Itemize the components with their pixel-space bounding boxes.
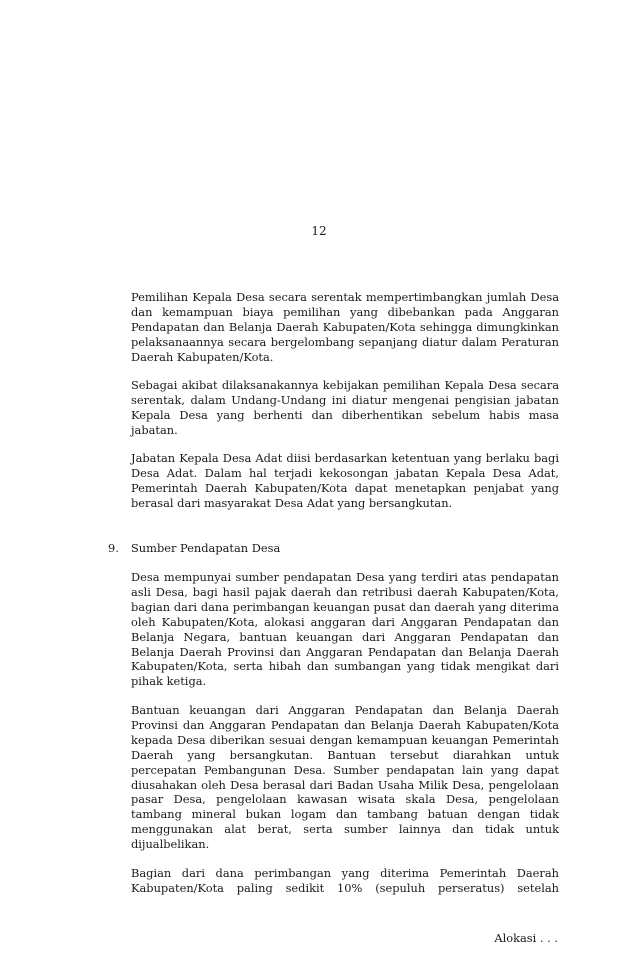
footer-catchword: Alokasi . . .: [494, 931, 558, 945]
paragraph-pemilihan: Pemilihan Kepala Desa secara serentak mempertimbangkan jumlah Desa dan kemampuan biaya pemilihan yang dibebankan pada Anggaran Pendapatan dan Belanja Daerah Kabupaten/Kota sehingga dimungkinkan pelaksanaannya secara bergelombang sepanjang diatur dalam Peraturan Daerah Kabupaten/Kota.: [131, 290, 559, 364]
paragraph-jabatan-adat: Jabatan Kepala Desa Adat diisi berdasarkan ketentuan yang berlaku bagi Desa Adat. Dalam hal terjadi kekosongan jabatan Kepala Desa Adat, Pemerintah Daerah Kabupaten/Kota dapat menetapkan penjabat yang berasal dari masyarakat Desa Adat yang bersangkutan.: [131, 451, 559, 510]
paragraph-bantuan: Bantuan keuangan dari Anggaran Pendapatan dan Belanja Daerah Provinsi dan Anggaran Pendapatan dan Belanja Daerah Kabupaten/Kota kepada Desa diberikan sesuai dengan kemampuan keuangan Pemerintah Daerah yang bersangkutan. Bantuan tersebut diarahkan untuk percepatan Pembangunan Desa. Sumber pendapatan lain yang dapat diusahakan oleh Desa berasal dari Badan Usaha Milik Desa, pengelolaan pasar Desa, pengelolaan kawasan wisata skala Desa, pengelolaan tambang mineral bukan logam dan tambang batuan dengan tidak menggunakan alat berat, serta sumber lainnya dan tidak untuk dijualbelikan.: [131, 703, 559, 852]
section-title: Sumber Pendapatan Desa: [131, 541, 281, 555]
section-number: 9.: [108, 541, 119, 555]
paragraph-sumber: Desa mempunyai sumber pendapatan Desa yang terdiri atas pendapatan asli Desa, bagi hasil pajak daerah dan retribusi daerah Kabupaten/Kota, bagian dari dana perimbangan keuangan pusat dan daerah yang diterima oleh Kabupaten/Kota, alokasi anggaran dari Anggaran Pendapatan dan Belanja Negara, bantuan keuangan dari Anggaran Pendapatan dan Belanja Daerah Provinsi dan Anggaran Pendapatan dan Belanja Daerah Kabupaten/Kota, serta hibah dan sumbangan yang tidak mengikat dari pihak ketiga.: [131, 570, 559, 689]
paragraph-perimbangan: Bagian dari dana perimbangan yang diterima Pemerintah Daerah Kabupaten/Kota paling sedikit 10% (sepuluh perseratus) setelah: [131, 866, 559, 895]
page-number: 12: [311, 224, 327, 238]
section-heading: [108, 541, 280, 556]
paragraph-akibat: Sebagai akibat dilaksanakannya kebijakan pemilihan Kepala Desa secara serentak, dalam Undang-Undang ini diatur mengenai pengisian jabatan Kepala Desa yang berhenti dan diberhentikan sebelum habis masa jabatan.: [131, 378, 559, 437]
